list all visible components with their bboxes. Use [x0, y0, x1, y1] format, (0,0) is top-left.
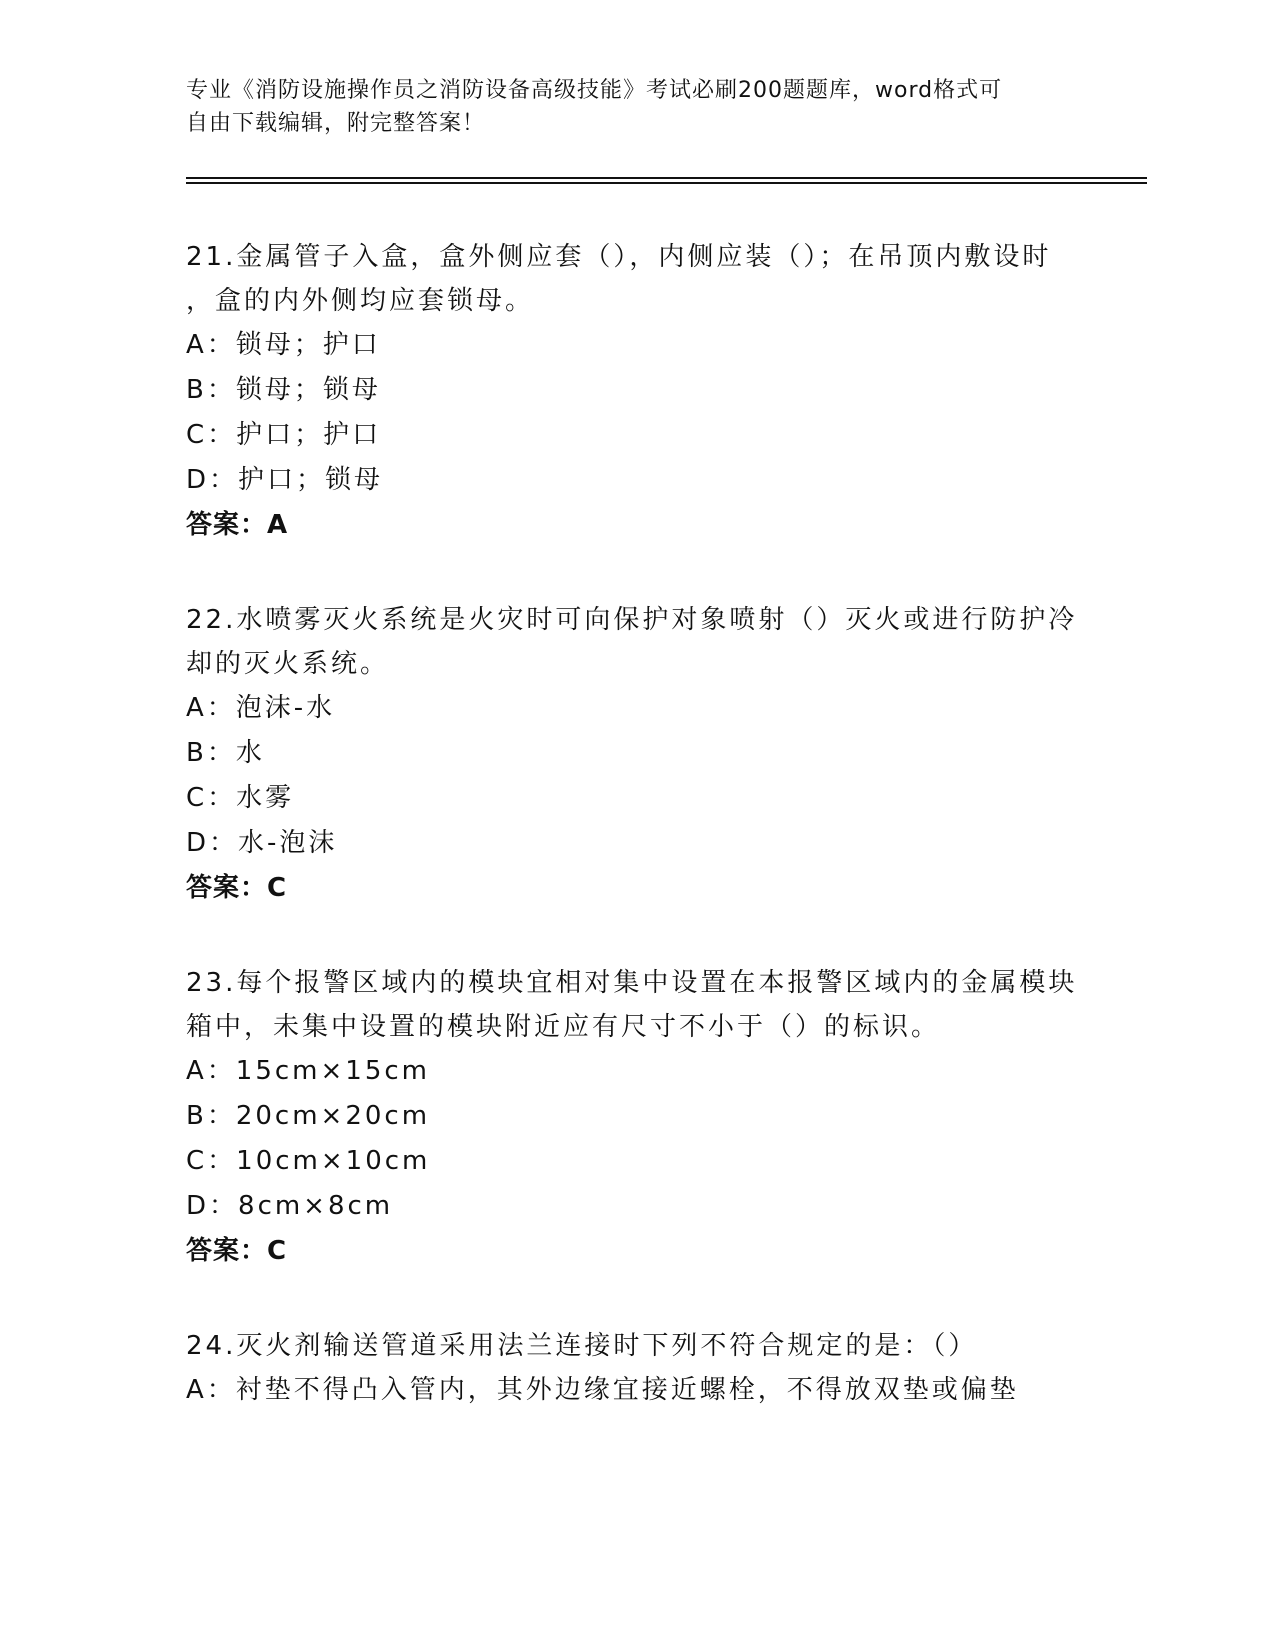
document-header — [186, 74, 1066, 140]
question-stem-line: 箱中，未集中设置的模块附近应有尺寸不小于（）的标识。 — [186, 1012, 941, 1042]
question-stem-line: 22.水喷雾灭火系统是火灾时可向保护对象喷射（）灭火或进行防护冷 — [186, 605, 1078, 635]
option-c: C：10cm×10cm — [186, 1146, 431, 1176]
answer: 答案：A — [186, 510, 289, 540]
option-b: B：锁母；锁母 — [186, 375, 381, 405]
question-stem-line: ，盒的内外侧均应套锁母。 — [186, 286, 535, 316]
question-stem-line: 21.金属管子入盒，盒外侧应套（），内侧应装（）；在吊顶内敷设时 — [186, 242, 1052, 272]
header-line-1: 专业《消防设施操作员之消防设备高级技能》考试必刷200题题库，word格式可 — [186, 78, 1003, 103]
option-c: C：护口；护口 — [186, 420, 382, 450]
answer: 答案：C — [186, 1236, 288, 1266]
option-c: C：水雾 — [186, 783, 295, 813]
header-divider-top — [186, 177, 1147, 179]
option-b: B：20cm×20cm — [186, 1101, 431, 1131]
option-a: A：15cm×15cm — [186, 1056, 430, 1086]
header-line-2: 自由下载编辑，附完整答案！ — [186, 111, 486, 136]
option-d: D：护口；锁母 — [186, 465, 384, 495]
answer: 答案：C — [186, 873, 288, 903]
question-stem-line: 23.每个报警区域内的模块宜相对集中设置在本报警区域内的金属模块 — [186, 968, 1078, 998]
question-23 — [186, 961, 1086, 1274]
question-24 — [186, 1324, 1086, 1413]
question-stem-line: 24.灭火剂输送管道采用法兰连接时下列不符合规定的是：（） — [186, 1331, 978, 1361]
option-a: A：锁母；护口 — [186, 330, 381, 360]
question-21 — [186, 235, 1086, 548]
question-stem-line: 却的灭火系统。 — [186, 649, 390, 679]
option-a: A：泡沫-水 — [186, 693, 336, 723]
option-a: A：衬垫不得凸入管内，其外边缘宜接近螺栓，不得放双垫或偏垫 — [186, 1375, 1019, 1405]
header-divider-bottom — [186, 182, 1147, 184]
question-22 — [186, 598, 1086, 911]
option-d: D：8cm×8cm — [186, 1191, 394, 1221]
option-b: B：水 — [186, 738, 265, 768]
option-d: D：水-泡沫 — [186, 828, 338, 858]
